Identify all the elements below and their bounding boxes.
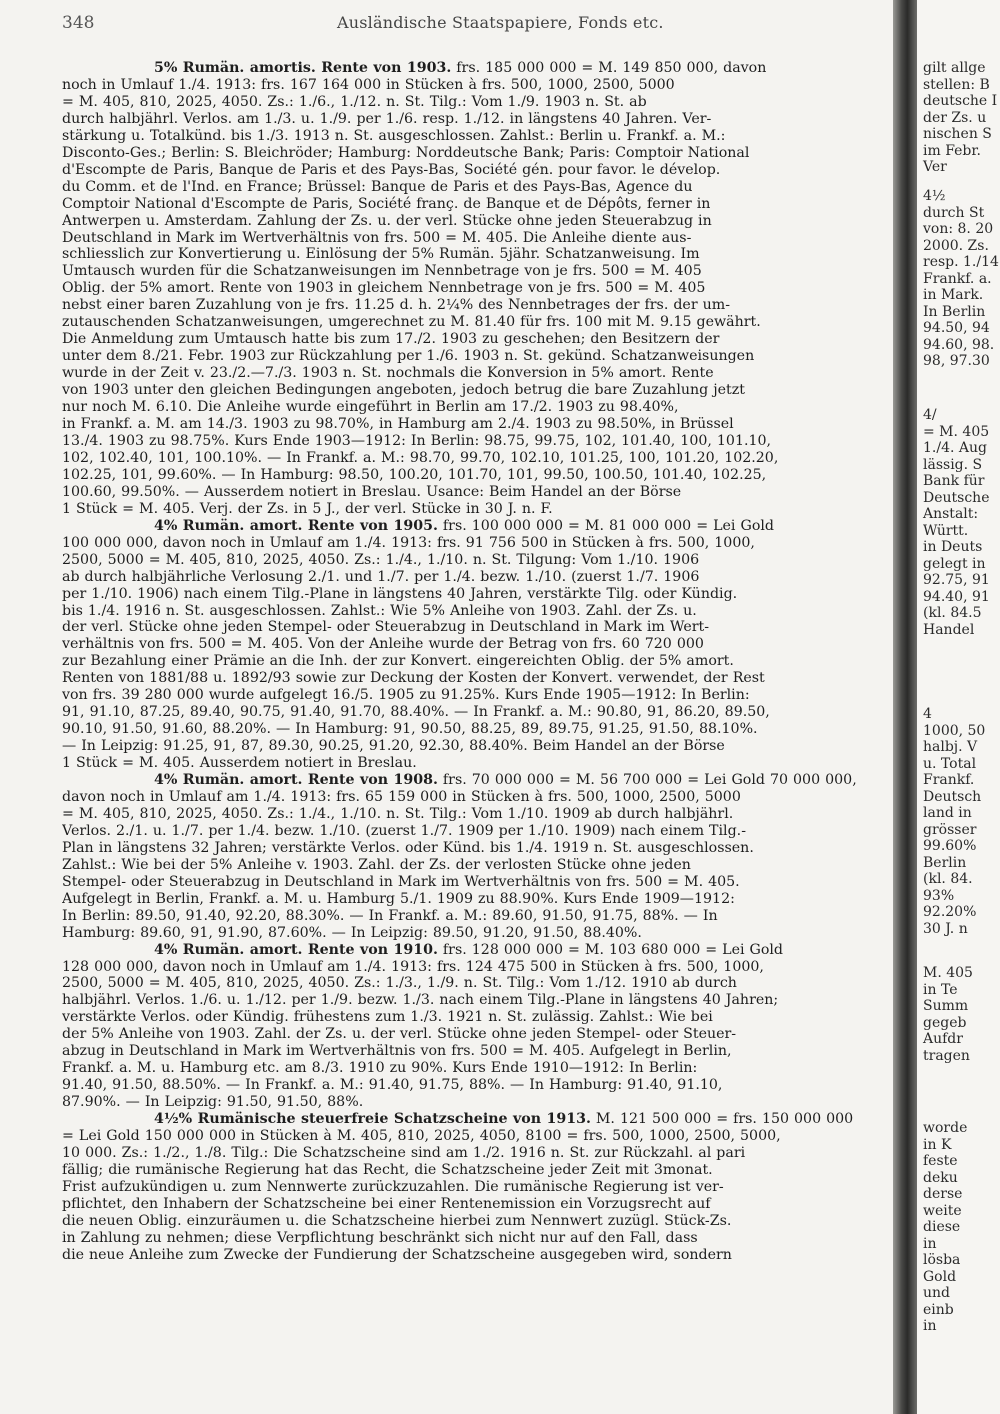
right-page-line: grösser	[923, 821, 977, 838]
right-block-4	[917, 706, 1000, 937]
entry-text-line: 1 Stück = M. 405. Ausserdem notiert in Breslau.	[62, 755, 417, 772]
entry-rente-1908	[62, 772, 894, 942]
entry-text-line: abzug in Deutschland in Mark im Wertverhältnis von frs. 500 = M. 405. Aufgelegt in Berlin,	[62, 1043, 732, 1060]
right-page-line: diese	[923, 1219, 961, 1235]
entry-heading-line: 5% Rumän. amortis. Rente von 1903. frs. 185 000 000 = M. 149 850 000, davon	[154, 60, 767, 76]
entry-rente-1903	[62, 60, 894, 518]
right-page-line: Aufdr	[923, 1031, 963, 1047]
right-page-line: lösba	[923, 1252, 961, 1268]
right-page-line: 4/	[923, 407, 937, 423]
right-page-line: stellen: B	[923, 76, 990, 93]
entry-text-line: Frist aufzukündigen u. zum Nennwerte zurückzuzahlen. Die rumänische Regierung ist ver-	[62, 1178, 724, 1195]
entry-text-line: Die Anmeldung zum Umtausch hatte bis zum 17./2. 1903 zu geschehen; den Besitzern der	[62, 331, 720, 348]
entry-text-line: 91.40, 91.50, 88.50%. — In Frankf. a. M.: 91.40, 91.75, 88%. — In Hamburg: 91.40, 91.10,	[62, 1077, 723, 1094]
entry-text-line: durch halbjährl. Verlos. am 1./3. u. 1./9. per 1./6. resp. 1./12. in längstens 40 Jahren. Ver-	[62, 110, 712, 127]
right-page-line: der Zs. u	[923, 109, 987, 126]
right-page-line: in Te	[923, 981, 958, 998]
right-page-line: 94.40, 91	[923, 588, 990, 605]
entry-text-line: verstärkte Verlos. oder Kündig. frühestens zum 1./3. 1921 n. St. zulässig. Zahlst.: Wie bei	[62, 1009, 713, 1026]
page-body	[62, 60, 894, 1410]
running-title: Ausländische Staatspapiere, Fonds etc.	[337, 13, 664, 32]
right-block-2	[917, 188, 1000, 370]
right-page-line: Summ	[923, 998, 969, 1014]
entry-text-line: 10 000. Zs.: 1./2., 1./8. Tilg.: Die Schatzscheine sind am 1./2. 1916 n. St. zur Rückzahl. al pari	[62, 1145, 746, 1161]
right-page-line: in Deuts	[923, 539, 983, 555]
entry-text-line: wurde in der Zeit v. 23./2.—7./3. 1903 n. St. nochmals die Konversion in 5% amort. Rente	[62, 365, 714, 382]
entry-rente-1910	[62, 942, 894, 1112]
right-page-line: Deutsche	[923, 489, 990, 506]
right-page-line: 1000, 50	[923, 722, 986, 739]
right-page-line: (kl. 84.	[923, 871, 973, 887]
entry-text-line: davon noch in Umlauf am 1./4. 1913: frs. 65 159 000 in Stücken à frs. 500, 1000, 2500, 5000	[62, 788, 741, 805]
entry-heading-line: 4% Rumän. amort. Rente von 1910. frs. 128 000 000 = M. 103 680 000 = Lei Gold	[154, 941, 784, 958]
right-page-line: in	[923, 1235, 937, 1252]
right-page-line: 1./4. Aug	[923, 440, 987, 456]
entry-text-line: zur Bezahlung einer Prämie an die Inh. der zur Konvert. eingereichten Oblig. der 5% amort.	[62, 653, 734, 670]
entry-text-line: Zahlst.: Wie bei der 5% Anleihe v. 1903. Zahl. der Zs. der verlosten Stücke ohne jeden	[62, 856, 691, 873]
entry-text-line: Stempel- oder Steuerabzug in Deutschland in Mark im Wertverhältnis von frs. 500 = M. 405.	[62, 873, 740, 890]
right-page-line: 4	[923, 706, 932, 722]
right-page-line: Ver	[923, 159, 947, 175]
entry-text-line: die neuen Oblig. einzuräumen u. die Schatzscheine hierbei zum Nennwert zuzügl. Stück-Zs.	[62, 1212, 732, 1229]
right-page-line: in K	[923, 1136, 952, 1153]
right-page-line: 98, 97.30	[923, 353, 990, 369]
entry-text-line: = M. 405, 810, 2025, 4050. Zs.: 1./6., 1./12. n. St. Tilg.: Vom 1./9. 1903 n. St. ab	[62, 93, 647, 110]
entry-text-line: die neue Anleihe zum Zwecke der Fundierung der Schatzscheine ausgegeben wird, sondern	[62, 1246, 732, 1263]
right-page-line: land in	[923, 805, 972, 821]
right-page-line: und	[923, 1285, 950, 1301]
entry-text-line: 90.10, 91.50, 91.60, 88.20%. — In Hamburg: 91, 90.50, 88.25, 89, 89.75, 91.25, 91.50, 88.10%.	[62, 721, 758, 738]
entry-text-line: 2500, 5000 = M. 405, 810, 2025, 4050. Zs.: 1./4., 1./10. n. St. Tilgung: Vom 1./10. 1906	[62, 551, 700, 568]
entry-text-line: fällig; die rumänische Regierung hat das Recht, die Schatzscheine jeder Zeit mit 3monat.	[62, 1161, 713, 1178]
entry-text-line: Comptoir National d'Escompte de Paris, Société franç. de Banque et de Dépôts, ferner in	[62, 195, 711, 212]
right-page-line: lässig. S	[923, 456, 983, 473]
entry-text-line: 2500, 5000 = M. 405, 810, 2025, 4050. Zs.: 1./3., 1./9. n. St. Tilg.: Vom 1./12. 1910 ab durch	[62, 975, 737, 992]
right-page-line: u. Total	[923, 755, 977, 772]
entry-text-line: pflichtet, den Inhabern der Schatzscheine bei einer Rentenemission ein Vorzugsrecht auf	[62, 1195, 711, 1212]
right-page-line: feste	[923, 1153, 958, 1169]
entry-text-line: stärkung u. Totalkünd. bis 1./3. 1913 n. St. ausgeschlossen. Zahlst.: Berlin u. Frankf. a. M.:	[62, 127, 726, 144]
right-page-line: deutsche I	[923, 93, 998, 109]
right-page-line: nischen S	[923, 126, 992, 142]
right-page-line: durch St	[923, 204, 985, 221]
right-page-line: (kl. 84.5	[923, 605, 982, 621]
entry-text-line: zutauschenden Schatzanweisungen, umgerechnet zu M. 81.40 für frs. 100 mit M. 9.15 gewährt.	[62, 314, 761, 331]
right-page-line: 2000. Zs.	[923, 237, 989, 254]
entry-text-line: in Zahlung zu nehmen; diese Verpflichtung beschränkt sich nicht nur auf den Fall, dass	[62, 1229, 698, 1246]
right-page-line: Bank für	[923, 473, 985, 489]
entry-text-line: 13./4. 1903 zu 98.75%. Kurs Ende 1903—1912: In Berlin: 98.75, 99.75, 102, 101.40, 100, 101.10,	[62, 432, 772, 449]
right-page-line: von: 8. 20	[923, 221, 994, 237]
entry-text-line: der verl. Stücke ohne jeden Stempel- oder Steuerabzug in Deutschland in Mark im Wert-	[62, 619, 709, 636]
entry-text-line: Disconto-Ges.; Berlin: S. Bleichröder; Hamburg: Norddeutsche Bank; Paris: Comptoir National	[62, 144, 750, 161]
right-page-line: Deutsch	[923, 788, 982, 805]
entry-text-line: per 1./10. 1906) nach einem Tilg.-Plane in längstens 40 Jahren, verstärkte Tilg. oder Kündig.	[62, 585, 738, 602]
entry-text-line: Aufgelegt in Berlin, Frankf. a. M. u. Hamburg 5./1. 1909 zu 88.90%. Kurs Ende 1909—1912:	[62, 890, 735, 907]
right-page-line: Handel	[923, 621, 975, 638]
entry-text-line: noch in Umlauf 1./4. 1913: frs. 167 164 000 in Stücken à frs. 500, 1000, 2500, 5000	[62, 76, 675, 93]
entry-text-line: bis 1./4. 1916 n. St. ausgeschlossen. Zahlst.: Wie 5% Anleihe von 1903. Zahl. der Zs. u.	[62, 602, 697, 619]
right-page-line: tragen	[923, 1047, 970, 1064]
entry-text-line: Umtausch wurden für die Schatzanweisungen im Nennbetrage von je frs. 500 = M. 405	[62, 263, 702, 280]
right-page-line: halbj. V	[923, 739, 978, 755]
entry-text-line: Renten von 1881/88 u. 1892/93 sowie zur Deckung der Kosten der Konvert. verwendet, der Rest	[62, 670, 765, 687]
entry-text-line: 102, 102.40, 101, 100.10%. — In Frankf. a. M.: 98.70, 99.70, 102.10, 101.25, 100, 101.20, 102.20,	[62, 449, 779, 466]
right-page-line: Berlin	[923, 854, 967, 871]
right-page-line: 92.75, 91	[923, 572, 990, 588]
right-block-3	[917, 407, 1000, 638]
right-page-line: 30 J. n	[923, 920, 968, 937]
right-page-line: in	[923, 1318, 937, 1334]
entry-heading-line: 4% Rumän. amort. Rente von 1908. frs. 70 000 000 = M. 56 700 000 = Lei Gold 70 000 000,	[154, 772, 857, 789]
entry-text-line: nur noch M. 6.10. Die Anleihe wurde eingeführt in Berlin am 17./2. 1903 zu 98.40%,	[62, 399, 679, 416]
right-block-5	[917, 965, 1000, 1064]
entry-heading-line: 4½% Rumänische steuerfreie Schatzscheine von 1913. M. 121 500 000 = frs. 150 000 000	[154, 1111, 854, 1128]
entry-text-line: Oblig. der 5% amort. Rente von 1903 in gleichem Nennbetrage von je frs. 500 = M. 405	[62, 280, 706, 297]
entry-text-line: Deutschland in Mark im Wertverhältnis von frs. 500 = M. 405. Die Anleihe diente aus-	[62, 229, 692, 246]
entry-schatzscheine-1913	[62, 1111, 894, 1264]
adjacent-page-fragment	[917, 0, 1000, 1414]
right-page-line: einb	[923, 1301, 954, 1318]
entry-text-line: Plan in längstens 32 Jahren; verstärkte Verlos. oder Künd. bis 1./4. 1919 n. St. ausgeschlossen.	[62, 839, 754, 856]
entry-text-line: du Comm. et de l'Ind. en France; Brüssel: Banque de Paris et des Pays-Bas, Agence du	[62, 178, 693, 195]
entry-text-line: 1 Stück = M. 405. Verj. der Zs. in 5 J., der verl. Stücke in 30 J. n. F.	[62, 500, 553, 517]
entry-text-line: 91, 91.10, 87.25, 89.40, 90.75, 91.40, 91.70, 88.40%. — In Frankf. a. M.: 90.80, 91, 86.20, 89.50,	[62, 704, 770, 721]
right-page-line: gegeb	[923, 1014, 967, 1031]
right-page-line: 4½	[923, 188, 946, 204]
entry-text-line: halbjährl. Verlos. 1./6. u. 1./12. per 1./9. bezw. 1./3. nach einem Tilg.-Plane in längstens 40 Jahren;	[62, 992, 779, 1009]
right-page-line: Frankf. a.	[923, 270, 992, 287]
entry-text-line: nebst einer baren Zuzahlung von je frs. 11.25 d. h. 2¼% des Nennbetrages der frs. der um-	[62, 297, 730, 314]
entry-heading-line: 4% Rumän. amort. Rente von 1905. frs. 100 000 000 = M. 81 000 000 = Lei Gold	[154, 517, 774, 534]
right-block-6	[917, 1120, 1000, 1335]
entry-text-line: von frs. 39 280 000 wurde aufgelegt 16./5. 1905 zu 91.25%. Kurs Ende 1905—1912: In Berlin:	[62, 687, 750, 704]
entry-text-line: von 1903 unter den gleichen Bedingungen angeboten, jedoch betrug die bare Zuzahlung jetzt	[62, 382, 745, 399]
entry-text-line: Hamburg: 89.60, 91, 91.90, 87.60%. — In Leipzig: 89.50, 91.20, 91.50, 88.40%.	[62, 924, 642, 941]
entry-text-line: schliesslich zur Konvertierung u. Einlösung der 5% Rumän. 5jähr. Schatzanweisung. Im	[62, 246, 700, 263]
right-page-line: gilt allge	[923, 60, 986, 76]
right-page-line: deku	[923, 1169, 958, 1186]
right-page-line: M. 405	[923, 965, 973, 981]
right-page-line: resp. 1./14	[923, 254, 999, 270]
entry-rente-1905	[62, 518, 894, 772]
right-page-line: 99.60%	[923, 838, 977, 854]
right-page-line: 93%	[923, 887, 955, 904]
right-page-line: in Mark.	[923, 287, 984, 303]
entry-text-line: 87.90%. — In Leipzig: 91.50, 91.50, 88%.	[62, 1094, 364, 1111]
entry-text-line: Antwerpen u. Amsterdam. Zahlung der Zs. u. der verl. Stücke ohne jeden Steuerabzug in	[62, 212, 712, 229]
entry-text-line: in Frankf. a. M. am 14./3. 1903 zu 98.70%, in Hamburg am 2./4. 1903 zu 98.50%, in Brüssel	[62, 416, 734, 433]
right-page-line: weite	[923, 1202, 962, 1219]
entry-text-line: = M. 405, 810, 2025, 4050. Zs.: 1./4., 1./10. n. St. Tilg.: Vom 1./10. 1909 ab durch halbjährl.	[62, 805, 734, 822]
entry-text-line: 100 000 000, davon noch in Umlauf am 1./4. 1913: frs. 91 756 500 in Stücken à frs. 500, 1000,	[62, 534, 755, 551]
book-gutter	[893, 0, 917, 1414]
entry-text-line: verhältnis von frs. 500 = M. 405. Von der Anleihe wurde der Betrag von frs. 60 720 000	[62, 636, 704, 653]
right-page-line: Württ.	[923, 522, 969, 539]
entry-text-line: 102.25, 101, 99.60%. — In Hamburg: 98.50, 100.20, 101.70, 101, 99.50, 100.50, 101.40, 102.25,	[62, 466, 767, 483]
right-page-line: gelegt in	[923, 555, 986, 572]
entry-text-line: 100.60, 99.50%. — Ausserdem notiert in Breslau. Usance: Beim Handel an der Börse	[62, 483, 682, 500]
right-page-line: 94.60, 98.	[923, 336, 995, 353]
entry-text-line: d'Escompte de Paris, Banque de Paris et des Pays-Bas, Société gén. pour favor. le dévelop.	[62, 161, 721, 178]
page-header	[62, 13, 892, 39]
right-page-line: 92.20%	[923, 904, 977, 920]
entry-text-line: unter dem 8./21. Febr. 1903 zur Rückzahlung per 1./6. 1903 n. St. gekünd. Schatzanweisungen	[62, 348, 755, 365]
right-page-line: Gold	[923, 1268, 957, 1285]
right-page-line: 94.50, 94	[923, 320, 990, 336]
right-page-line: Anstalt:	[923, 506, 979, 522]
right-block-1	[917, 60, 1000, 176]
right-page-line: derse	[923, 1186, 963, 1202]
right-page-line: im Febr.	[923, 142, 982, 159]
entry-text-line: der 5% Anleihe von 1903. Zahl. der Zs. u. der verl. Stücke ohne jeden Stempel- oder Steuer-	[62, 1026, 737, 1043]
page-number: 348	[62, 13, 95, 33]
right-page-line: In Berlin	[923, 303, 986, 320]
entry-text-line: 128 000 000, davon noch in Umlauf am 1./4. 1913: frs. 124 475 500 in Stücken à frs. 500, 1000,	[62, 958, 764, 975]
entry-text-line: Frankf. a. M. u. Hamburg etc. am 8./3. 1910 zu 90%. Kurs Ende 1910—1912: In Berlin:	[62, 1060, 698, 1077]
entry-text-line: — In Leipzig: 91.25, 91, 87, 89.30, 90.25, 91.20, 92.30, 88.40%. Beim Handel an der Börse	[62, 738, 725, 755]
entry-text-line: ab durch halbjährliche Verlosung 2./1. und 1./7. per 1./4. bezw. 1./10. (zuerst 1./7. 1906	[62, 568, 700, 585]
right-page-line: worde	[923, 1120, 968, 1136]
entry-text-line: In Berlin: 89.50, 91.40, 92.20, 88.30%. — In Frankf. a. M.: 89.60, 91.50, 91.75, 88%. — In	[62, 907, 718, 924]
right-page-line: = M. 405	[923, 423, 990, 440]
entry-text-line: Verlos. 2./1. u. 1./7. per 1./4. bezw. 1./10. (zuerst 1./7. 1909 per 1./10. 1909) nach einem Tilg.-	[62, 822, 746, 839]
right-page-line: Frankf.	[923, 772, 975, 788]
entry-text-line: = Lei Gold 150 000 000 in Stücken à M. 405, 810, 2025, 4050, 8100 = frs. 500, 1000, 2500, 5000,	[62, 1128, 781, 1145]
